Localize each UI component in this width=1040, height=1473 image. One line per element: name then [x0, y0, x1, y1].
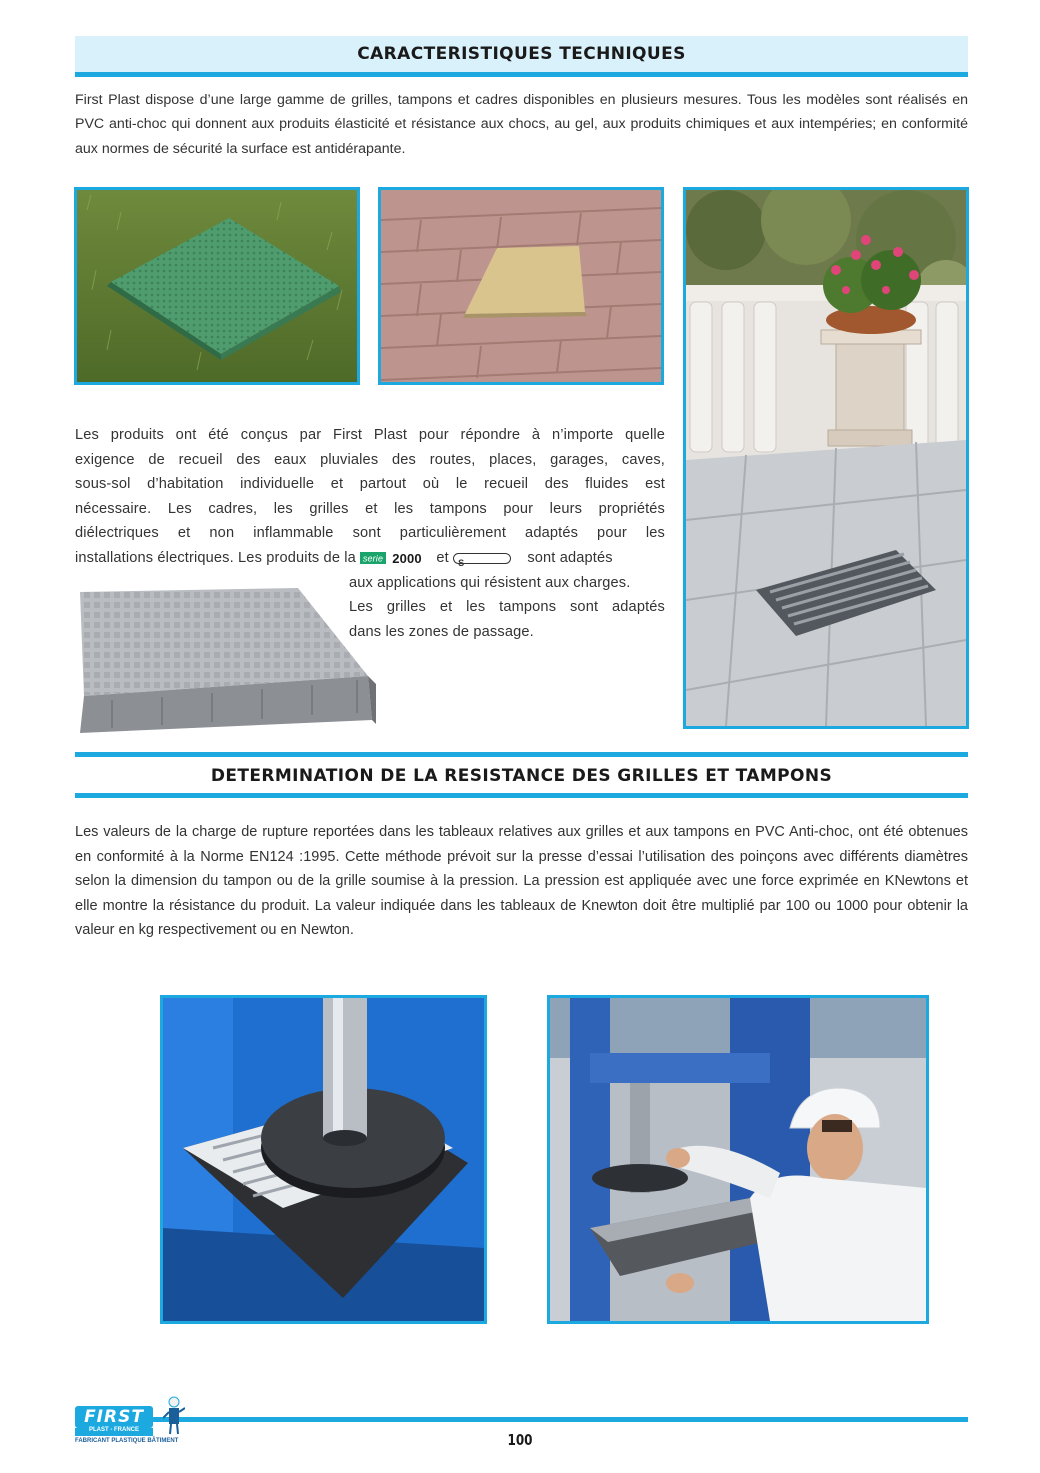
serie-badge-number: 2000 — [392, 551, 422, 564]
products-line-6-b: et — [436, 549, 449, 566]
mascot-icon — [163, 1396, 185, 1436]
photo-terrace-grille — [683, 187, 969, 729]
logo-text: FIRST — [84, 1407, 144, 1427]
photo-technician-press — [547, 995, 929, 1324]
logo-sub-text: PLAST - FRANCE — [89, 1427, 139, 1433]
press-grille-image — [163, 998, 484, 1321]
terrace-grille-image — [686, 190, 966, 726]
section-header-resistance — [75, 752, 968, 798]
section-title: DETERMINATION DE LA RESISTANCE DES GRILLES ET TAMPONS — [210, 766, 833, 786]
photo-beige-tampon-paving — [378, 187, 664, 385]
grey-tampon-product-image — [72, 580, 382, 735]
products-line-6-a: installations électriques. Les produits de la — [75, 549, 356, 566]
products-tail-2: Les grilles et les tampons sont adaptés — [349, 599, 665, 616]
logo-badge — [75, 1406, 153, 1428]
photo-green-tampon-grass — [74, 187, 360, 385]
products-tail-1: aux applications qui résistent aux charges. — [349, 574, 631, 591]
products-line-3: sous-sol d’habitation individuelle et partout où le recueil des fluides est — [75, 476, 665, 493]
page-number: 100 — [507, 1431, 533, 1449]
s-series-logo — [453, 553, 511, 568]
products-line-6-c: sont adaptés — [527, 549, 613, 566]
products-line-6 — [75, 546, 665, 571]
section-title: CARACTERISTIQUES TECHNIQUES — [357, 44, 686, 64]
grass-tampon-image — [77, 190, 357, 382]
products-line-2: exigence de recueil des eaux pluviales des routes, places, garages, caves, — [75, 451, 665, 468]
first-plast-logo — [75, 1396, 190, 1446]
serie-2000-logo — [360, 548, 428, 564]
footer-line — [75, 1417, 968, 1422]
products-line-5: diélectriques et non inflammable sont particulièrement adaptés pour les — [75, 525, 665, 542]
resistance-paragraph: Les valeurs de la charge de rupture reportées dans les tableaux relatives aux grilles et aux tampons en PVC Anti-choc, ont été obtenues en conformité à la Norme EN124 :1995. Cette méthode prévoit sur la presse d’essai l’utilisation des poinçons avec différents diamètres selon la dimension du tampon ou de la grille soumise à la pression. La pression est appliquée avec une force exprimée en KNewtons et elle montre la résistance du produit. La valeur indiquée dans les tableaux de Knewton doit être multiplié par 100 ou 1000 pour obtenir la valeur en kg respectivement ou en Newton. — [75, 824, 968, 939]
products-line-4: nécessaire. Les cadres, les grilles et les tampons pour leurs propriétés — [75, 500, 665, 517]
products-tail-3: dans les zones de passage. — [349, 623, 534, 640]
serie-badge-text: serie — [363, 553, 384, 564]
paving-tampon-image — [381, 190, 661, 382]
section-header-caracteristiques — [75, 36, 968, 77]
logo-tagline: FABRICANT PLASTIQUE BÂTIMENT — [75, 1438, 179, 1444]
photo-press-grille — [160, 995, 487, 1324]
products-line-1: Les produits ont été conçus par First Plast pour répondre à n’importe quelle — [75, 427, 665, 443]
s-badge-text: S — [458, 557, 465, 568]
logo-subbar — [75, 1428, 153, 1436]
technician-press-image — [550, 998, 926, 1321]
intro-paragraph: First Plast dispose d’une large gamme de grilles, tampons et cadres disponibles en plusieurs mesures. Tous les modèles sont réalisés en PVC anti-choc qui donnent aux produits élasticité et résistance aux chocs, au gel, aux produits chimiques et aux intempéries; en conformité aux normes de sécurité la surface est antidérapante. — [75, 92, 968, 157]
